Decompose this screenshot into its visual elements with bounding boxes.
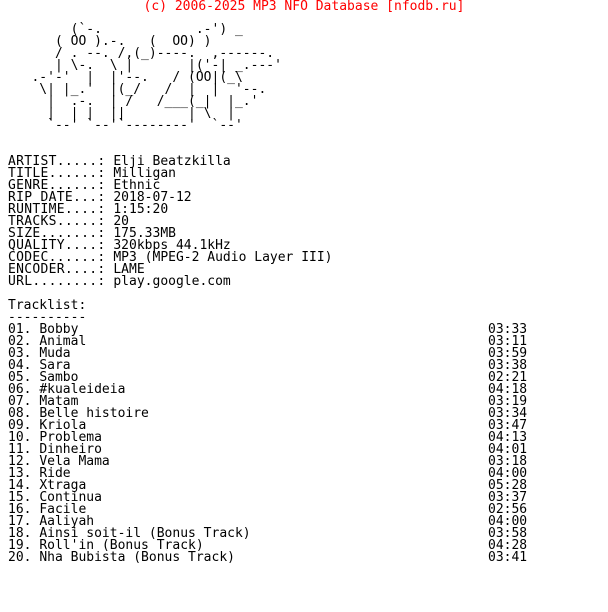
info-label: QUALITY....:	[8, 238, 106, 253]
site-header[interactable]: (c) 2006-2025 MP3 NFO Database [nfodb.ru]	[143, 0, 465, 14]
track-title: Aaliyah	[39, 514, 95, 529]
track-row	[8, 468, 538, 480]
track-number: 03.	[8, 346, 32, 361]
info-value: Ethnic	[113, 178, 161, 193]
info-label: ARTIST.....:	[8, 154, 106, 169]
track-number: 05.	[8, 370, 32, 385]
track-title: Muda	[39, 346, 71, 361]
track-duration: 03:38	[488, 358, 528, 373]
track-duration: 03:58	[488, 526, 528, 541]
track-number: 10.	[8, 430, 32, 445]
track-number: 19.	[8, 538, 32, 553]
info-label: RUNTIME....:	[8, 202, 106, 217]
track-duration: 04:13	[488, 430, 528, 445]
info-value: MP3 (MPEG-2 Audio Layer III)	[113, 250, 333, 265]
track-title: Kriola	[39, 418, 87, 433]
track-title: #kualeideia	[39, 382, 126, 397]
track-row	[8, 324, 538, 336]
track-number: 06.	[8, 382, 32, 397]
track-duration: 03:59	[488, 346, 528, 361]
track-duration: 03:37	[488, 490, 528, 505]
track-duration: 04:18	[488, 382, 528, 397]
track-number: 09.	[8, 418, 32, 433]
track-duration: 03:34	[488, 406, 528, 421]
info-label: GENRE......:	[8, 178, 106, 193]
track-duration: 03:18	[488, 454, 528, 469]
track-duration: 04:00	[488, 466, 528, 481]
info-value: play.google.com	[113, 274, 231, 289]
track-row	[8, 336, 538, 348]
track-number: 08.	[8, 406, 32, 421]
track-duration: 04:01	[488, 442, 528, 457]
track-row	[8, 408, 538, 420]
track-title: Sambo	[39, 370, 79, 385]
track-duration: 03:41	[488, 550, 528, 565]
track-number: 12.	[8, 454, 32, 469]
info-value: Elji Beatzkilla	[113, 154, 231, 169]
track-title: Belle histoire	[39, 406, 149, 421]
info-value: 1:15:20	[113, 202, 169, 217]
track-title: Facile	[39, 502, 87, 517]
track-number: 14.	[8, 478, 32, 493]
track-duration: 02:56	[488, 502, 528, 517]
info-label: TRACKS.....:	[8, 214, 106, 229]
info-value: LAME	[113, 262, 145, 277]
track-title: Bobby	[39, 322, 79, 337]
ascii-logo: (`-. .-') _ ( OO ).-. ( OO) ) / . --. /,(_)----. ,------. | \-. \ | |('-| _.---' .-'-' | |'--. / (OO|(_\ \| |_.' |(_/ / | | '--. | .-. | / /___(_| |_.' | | | || | \ | `--' `--'`--------' `--'	[31, 22, 282, 133]
track-row	[8, 492, 538, 504]
track-duration: 05:28	[488, 478, 528, 493]
info-label: CODEC......:	[8, 250, 106, 265]
track-number: 17.	[8, 514, 32, 529]
track-title: Matam	[39, 394, 79, 409]
track-duration: 03:19	[488, 394, 528, 409]
track-row	[8, 384, 538, 396]
track-number: 16.	[8, 502, 32, 517]
track-title: Roll'in (Bonus Track)	[39, 538, 204, 553]
info-label: TITLE......:	[8, 166, 106, 181]
track-number: 11.	[8, 442, 32, 457]
track-duration: 02:21	[488, 370, 528, 385]
track-title: Sara	[39, 358, 71, 373]
track-title: Continua	[39, 490, 102, 505]
track-duration: 03:33	[488, 322, 528, 337]
info-label: ENCODER....:	[8, 262, 106, 277]
info-value: Milligan	[113, 166, 176, 181]
info-value: 2018-07-12	[113, 190, 192, 205]
track-number: 15.	[8, 490, 32, 505]
track-title: Ainsi soit-il (Bonus Track)	[39, 526, 251, 541]
info-line	[8, 276, 333, 288]
track-row	[8, 348, 538, 360]
info-label: URL........:	[8, 274, 106, 289]
info-value: 175.33MB	[113, 226, 176, 241]
track-duration: 03:11	[488, 334, 528, 349]
info-label: SIZE.......:	[8, 226, 106, 241]
info-label: RIP DATE...:	[8, 190, 106, 205]
track-title: Ride	[39, 466, 71, 481]
release-info	[8, 156, 333, 288]
info-value: 320kbps 44.1kHz	[113, 238, 231, 253]
track-number: 02.	[8, 334, 32, 349]
tracklist	[8, 300, 538, 564]
track-number: 18.	[8, 526, 32, 541]
track-row	[8, 456, 538, 468]
track-number: 04.	[8, 358, 32, 373]
track-list	[8, 324, 538, 564]
track-row	[8, 360, 538, 372]
track-title: Vela Mama	[39, 454, 110, 469]
track-row	[8, 552, 538, 564]
tracklist-title: Tracklist:	[8, 298, 87, 313]
track-number: 07.	[8, 394, 32, 409]
track-number: 01.	[8, 322, 32, 337]
track-duration: 04:28	[488, 538, 528, 553]
track-title: Problema	[39, 430, 102, 445]
track-number: 20.	[8, 550, 32, 565]
track-duration: 04:00	[488, 514, 528, 529]
track-number: 13.	[8, 466, 32, 481]
track-title: Animal	[39, 334, 87, 349]
track-title: Dinheiro	[39, 442, 102, 457]
track-title: Xtraga	[39, 478, 87, 493]
track-title: Nha Bubista (Bonus Track)	[39, 550, 235, 565]
track-duration: 03:47	[488, 418, 528, 433]
info-value: 20	[113, 214, 130, 229]
tracklist-rule: ----------	[8, 310, 87, 325]
